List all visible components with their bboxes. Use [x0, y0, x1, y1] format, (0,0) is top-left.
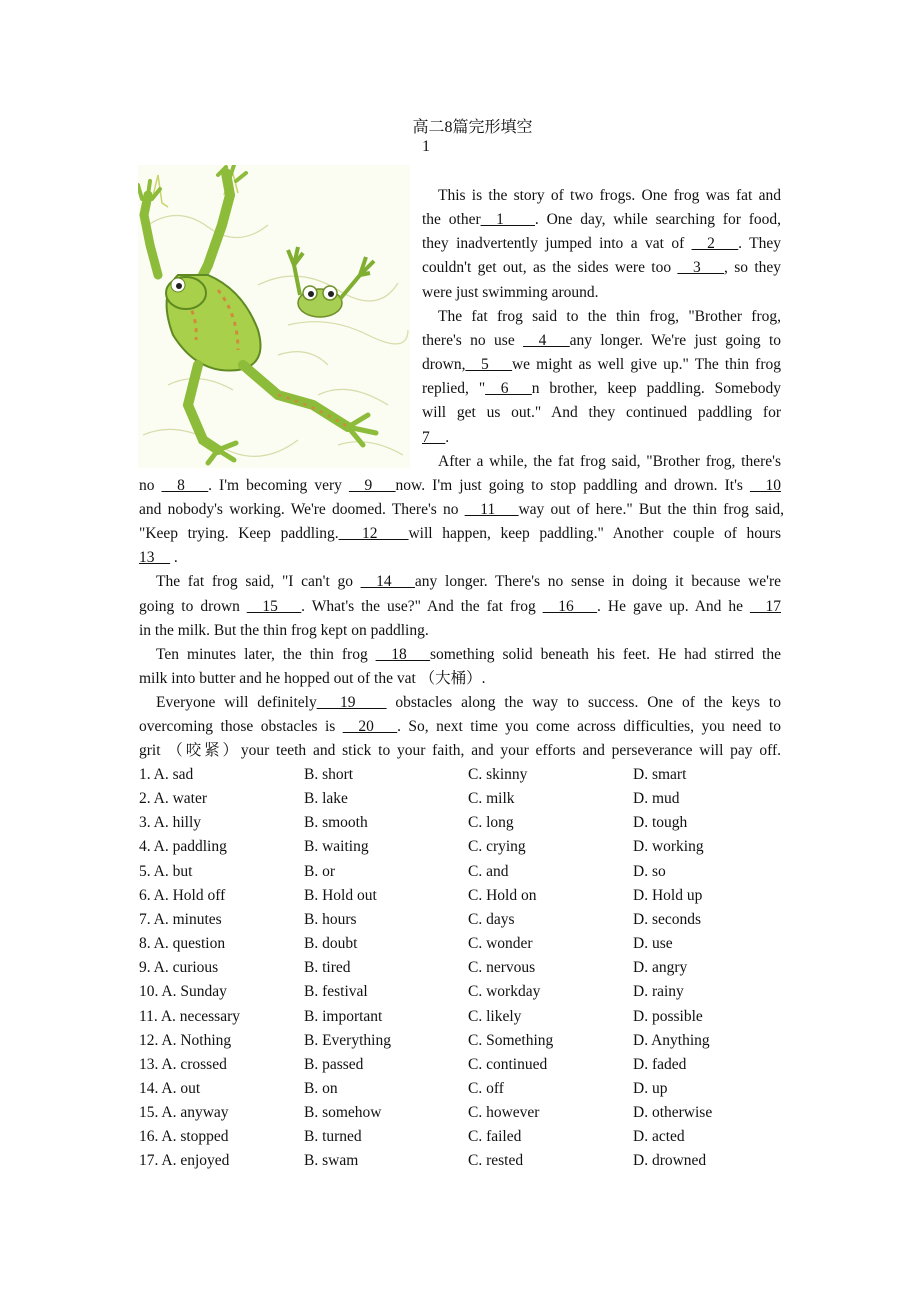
passage-line: [422, 377, 781, 401]
option-b: B. short: [304, 766, 354, 783]
option-b: B. waiting: [304, 838, 369, 856]
passage-text-segment: will get us out." And they continued paddling for: [422, 404, 781, 422]
passage-text-segment: . They: [738, 235, 781, 253]
passage-text-segment: the other: [422, 211, 481, 229]
blank-number: __16___: [542, 597, 598, 615]
passage-text-segment: drown,: [422, 356, 466, 374]
option-c: C. however: [468, 1104, 540, 1122]
passage-line: [438, 305, 781, 329]
passage-line: [139, 715, 781, 739]
blank-number: __4___: [523, 331, 570, 349]
option-c: C. rested: [468, 1152, 524, 1170]
passage-text-segment: no: [139, 476, 162, 494]
passage-text-segment: couldn't get out, as the sides were too: [422, 259, 678, 277]
option-a: 17. A. enjoyed: [139, 1152, 230, 1170]
passage-text-segment: . He gave up. And he: [597, 597, 750, 615]
blank-number: __18___: [375, 645, 430, 663]
passage-number: 1: [422, 138, 430, 155]
passage-text-segment: .: [170, 549, 178, 567]
passage-text-segment: there's no use: [422, 331, 524, 349]
passage-text-segment: were just swimming around.: [422, 283, 599, 301]
passage-line: [438, 184, 781, 208]
option-a: 13. A. crossed: [139, 1055, 227, 1073]
passage-text-segment: way out of here." But the thin frog said,: [518, 500, 784, 518]
option-a: 16. A. stopped: [139, 1128, 229, 1146]
blank-number: __5___: [465, 356, 512, 374]
passage-text-segment: "Keep trying. Keep paddling.: [139, 525, 339, 543]
option-d: D. working: [633, 838, 704, 856]
option-c: C. likely: [468, 1007, 522, 1025]
passage-text-segment: replied, ": [422, 380, 486, 398]
option-d: D. angry: [633, 959, 688, 977]
passage-line: [422, 256, 781, 280]
passage-text-segment: , so they: [723, 259, 782, 277]
blank-number: 7__: [422, 428, 446, 446]
option-b: B. smooth: [304, 814, 368, 832]
passage-line: [139, 498, 784, 522]
option-d: D. tough: [633, 814, 688, 832]
option-b: B. or: [304, 862, 335, 880]
option-b: B. Everything: [304, 1031, 391, 1049]
option-b: B. turned: [304, 1128, 362, 1146]
option-c: C. milk: [468, 790, 515, 808]
option-a: 10. A. Sunday: [139, 983, 227, 1001]
option-d: D. rainy: [633, 983, 684, 1001]
option-b: B. passed: [304, 1055, 364, 1073]
option-a: 12. A. Nothing: [139, 1031, 232, 1049]
passage-text-segment: and nobody's working. We're doomed. There's no: [139, 500, 465, 518]
blank-number: __1____: [480, 211, 535, 229]
passage-text-segment: . I'm becoming very: [208, 476, 350, 494]
passage-text-segment: Ten minutes later, the thin frog: [156, 645, 376, 663]
option-a: 9. A. curious: [139, 959, 219, 977]
option-d: D. faded: [633, 1055, 687, 1073]
passage-text-segment: going to drown: [139, 597, 247, 615]
passage-line: [139, 667, 781, 691]
passage-line: [438, 450, 781, 474]
blank-number: __11___: [464, 500, 519, 518]
passage-line: [139, 739, 781, 763]
option-d: D. seconds: [633, 910, 702, 928]
option-c: C. wonder: [468, 935, 533, 953]
passage-text-segment: any longer. There's no sense in doing it because we're: [414, 573, 781, 591]
option-b: B. Hold out: [304, 886, 377, 904]
passage-text-segment: will happen, keep paddling." Another couple of hours: [408, 525, 782, 543]
option-c: C. off: [468, 1079, 504, 1097]
option-d: D. possible: [633, 1007, 703, 1025]
passage-line: [139, 619, 781, 643]
passage-line: [422, 401, 781, 425]
blank-number: __10: [750, 476, 781, 494]
blank-number: __20___: [342, 718, 398, 736]
blank-number: __2___: [691, 235, 739, 253]
option-d: D. drowned: [633, 1152, 707, 1170]
passage-line: [422, 281, 781, 305]
passage-text-segment: Everyone will definitely: [156, 694, 317, 712]
passage-text-segment: . So, next time you come across difficulties, you need to: [397, 718, 782, 736]
page-title: 高二8篇完形填空: [412, 119, 533, 136]
option-a: 11. A. necessary: [139, 1007, 241, 1025]
option-b: B. tired: [304, 959, 351, 977]
blank-number: __14___: [360, 573, 415, 591]
option-a: 3. A. hilly: [139, 814, 202, 832]
blank-number: __6___: [485, 380, 532, 398]
passage-line: [156, 691, 781, 715]
option-d: D. otherwise: [633, 1104, 713, 1122]
passage-line: [139, 522, 781, 546]
passage-line: [422, 426, 781, 450]
passage-line: [139, 595, 781, 619]
option-d: D. use: [633, 935, 673, 953]
option-c: C. crying: [468, 838, 526, 856]
passage-text-segment: they inadvertently jumped into a vat of: [422, 235, 692, 253]
option-a: 1. A. sad: [139, 766, 194, 783]
blank-number: __17: [749, 597, 781, 615]
option-c: C. skinny: [468, 766, 528, 783]
option-b: B. on: [304, 1079, 338, 1097]
option-c: C. and: [468, 862, 509, 880]
passage-text-segment: obstacles along the way to success. One of the keys to: [386, 694, 781, 712]
passage-text-segment: in the milk. But the thin frog kept on paddling.: [139, 621, 429, 639]
blank-number: __15___: [246, 597, 302, 615]
passage-text-segment: . What's the use?" And the fat frog: [301, 597, 543, 615]
option-d: D. mud: [633, 790, 680, 808]
blank-number: 13__: [139, 549, 170, 567]
option-c: C. Something: [468, 1031, 554, 1049]
passage-text-segment: something solid beneath his feet. He had stirred the: [429, 645, 781, 663]
option-a: 5. A. but: [139, 862, 193, 880]
option-c: C. continued: [468, 1055, 548, 1073]
passage-text-segment: n brother, keep paddling. Somebody: [531, 380, 781, 398]
passage-text-segment: any longer. We're just going to: [569, 331, 782, 349]
option-a: 4. A. paddling: [139, 838, 227, 856]
passage-line: [156, 570, 781, 594]
option-d: D. up: [633, 1079, 668, 1097]
option-c: C. workday: [468, 983, 541, 1001]
passage-line: [422, 208, 781, 232]
option-d: D. acted: [633, 1128, 685, 1146]
option-a: 6. A. Hold off: [139, 886, 226, 904]
blank-number: __8___: [161, 476, 209, 494]
passage-text-segment: After a while, the fat frog said, "Brother frog, there's: [438, 452, 781, 470]
frogs-illustration: [138, 165, 410, 468]
passage-text-segment: we might as well give up." The thin frog: [511, 356, 781, 374]
option-b: B. somehow: [304, 1104, 382, 1122]
option-b: B. lake: [304, 790, 348, 808]
blank-number: __9___: [349, 476, 396, 494]
option-c: C. Hold on: [468, 886, 537, 904]
option-c: C. long: [468, 814, 514, 832]
passage-line: [422, 353, 781, 377]
option-d: D. so: [633, 862, 666, 880]
passage-text-segment: . One day, while searching for food,: [534, 211, 781, 229]
passage-text-segment: The fat frog said to the thin frog, "Brother frog,: [438, 307, 781, 325]
option-c: C. failed: [468, 1128, 522, 1146]
option-c: C. days: [468, 910, 515, 928]
option-c: C. nervous: [468, 959, 536, 977]
passage-text-segment: This is the story of two frogs. One frog was fat and: [438, 187, 781, 204]
option-a: 8. A. question: [139, 935, 226, 953]
option-a: 7. A. minutes: [139, 910, 222, 928]
passage-line: [422, 329, 781, 353]
option-a: 15. A. anyway: [139, 1104, 229, 1122]
passage-text-segment: now. I'm just going to stop paddling and drown. It's: [395, 476, 750, 494]
passage-line: [156, 643, 781, 667]
passage-text-segment: grit （咬紧）your teeth and stick to your faith, and your efforts and perseverance will pay off.: [139, 742, 781, 760]
option-d: D. smart: [633, 766, 687, 783]
passage-text-segment: .: [445, 428, 450, 446]
option-b: B. hours: [304, 910, 357, 928]
passage-text-segment: overcoming those obstacles is: [139, 718, 343, 736]
passage-line: [422, 232, 781, 256]
option-b: B. swam: [304, 1152, 359, 1170]
option-d: D. Hold up: [633, 886, 703, 904]
option-b: B. doubt: [304, 935, 358, 953]
option-b: B. important: [304, 1007, 383, 1025]
blank-number: ___19____: [316, 694, 387, 712]
blank-number: __3___: [677, 259, 724, 277]
passage-text-segment: The fat frog said, "I can't go: [156, 573, 361, 591]
option-a: 14. A. out: [139, 1079, 201, 1097]
passage-line: [139, 474, 781, 498]
blank-number: ___12____: [338, 525, 409, 543]
passage-text-segment: milk into butter and he hopped out of the vat （大桶）.: [139, 670, 486, 687]
passage-line: [139, 546, 781, 570]
option-b: B. festival: [304, 983, 368, 1001]
option-a: 2. A. water: [139, 790, 208, 808]
option-d: D. Anything: [633, 1031, 710, 1049]
